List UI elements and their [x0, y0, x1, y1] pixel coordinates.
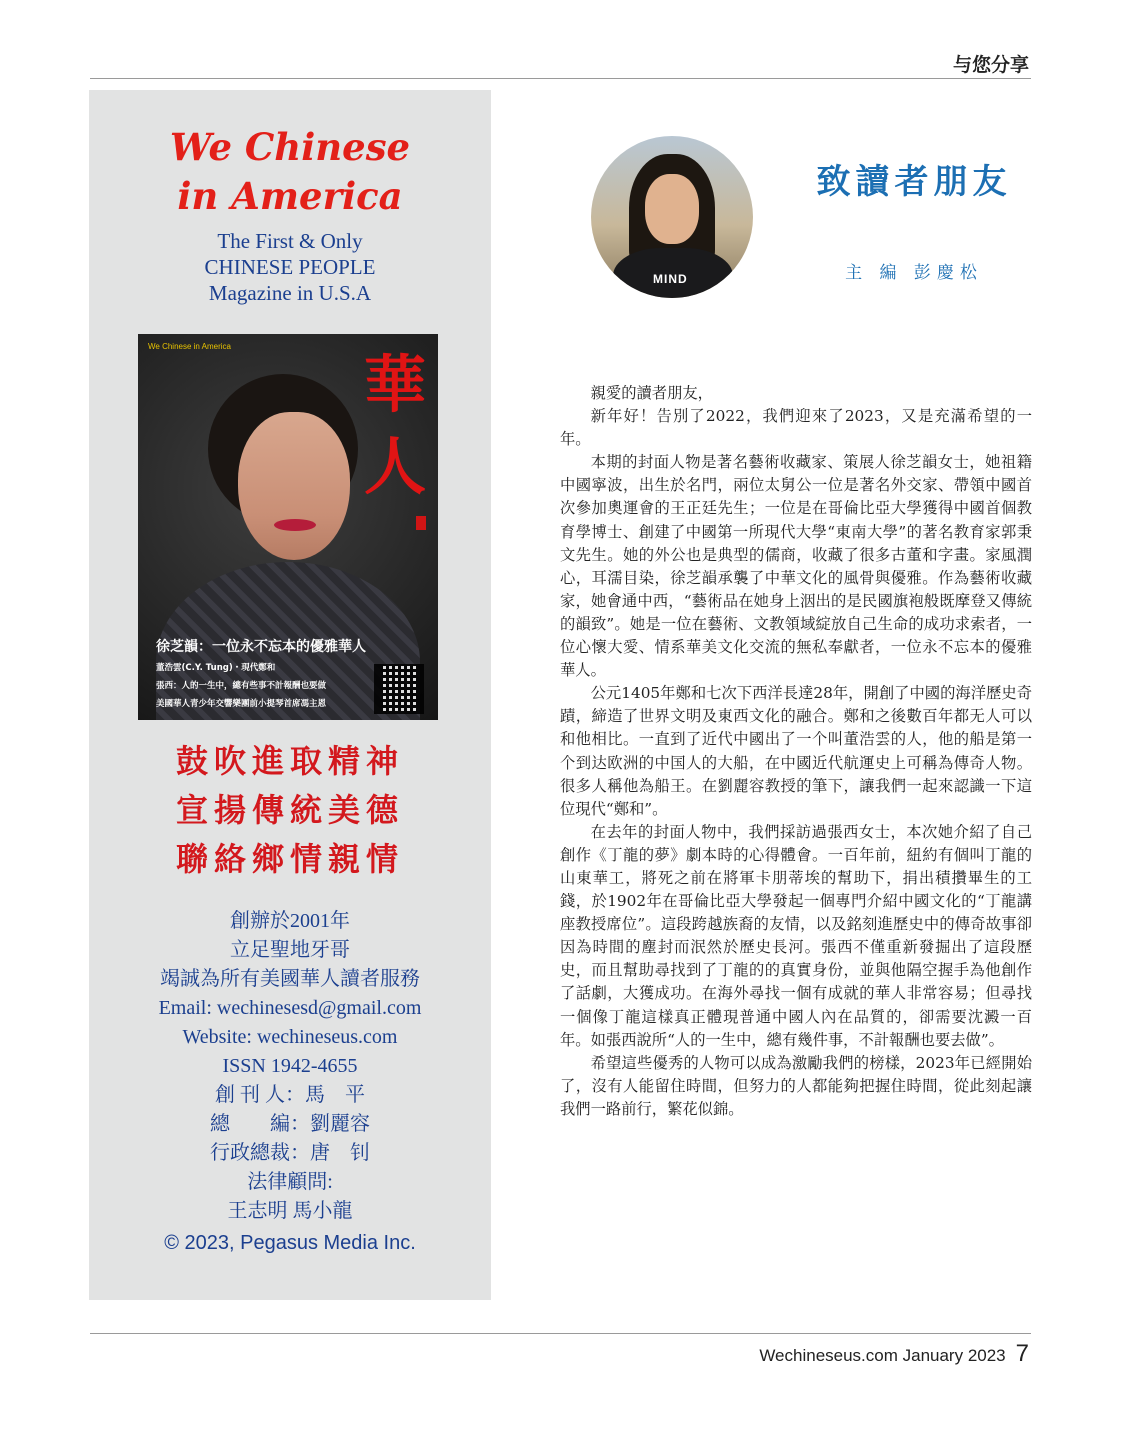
cover-seal-icon — [416, 516, 426, 530]
paragraph-zheng-he: 公元1405年鄭和七次下西洋長達28年，開創了中國的海洋歷史奇蹟，締造了世界文明及東西文化的融合。鄭和之後數百年都无人可以和他相比。一直到了近代中國出了一个叫董浩雲的人，他的船是第一个到达欧洲的中国人的大船，在中國近代航運史上可稱為傳奇人物。很多人稱他為船王。在劉麗容教授的筆下，讓我們一起來認識一下這位現代“鄭和”。 — [560, 684, 1032, 818]
article-byline: 主 編 彭慶松 — [845, 263, 983, 283]
cover-title-char-2: 人 — [363, 430, 426, 503]
paragraph-closing: 希望這些優秀的人物可以成為激勵我們的榜樣，2023年已經開始了，沒有人能留住時間，但努力的人都能夠把握住時間，從此刻起讓我們一路前行，繁花似錦。 — [560, 1053, 1032, 1118]
article-title: 致讀者朋友 — [816, 162, 1012, 202]
portrait-shirt-text: MIND — [653, 272, 688, 286]
tagline-line-2: CHINESE PEOPLE — [204, 255, 376, 279]
slogan-line-3: 聯絡鄉情親情 — [175, 840, 404, 878]
magazine-cover-image — [138, 334, 438, 720]
info-founder: 創 刊 人：馬 平 — [215, 1084, 365, 1106]
page-number: 7 — [1015, 1340, 1029, 1367]
info-email: Email: wechinesesd@gmail.com — [158, 997, 422, 1019]
slogan-line-1: 鼓吹進取精神 — [175, 742, 404, 780]
copyright-notice: © 2023, Pegasus Media Inc. — [164, 1232, 416, 1254]
masthead-line-2: in America — [177, 174, 403, 218]
cover-woman-lips — [274, 519, 316, 531]
publication-info — [89, 907, 491, 1226]
page-footer — [759, 1340, 1029, 1368]
info-issn: ISSN 1942-4655 — [222, 1055, 358, 1077]
info-chief-editor: 總 編：劉麗容 — [210, 1113, 370, 1135]
qr-code-icon — [374, 664, 424, 714]
bottom-divider — [90, 1333, 1031, 1334]
paragraph-new-year: 新年好！告別了2022，我們迎來了2023，又是充滿希望的一年。 — [560, 407, 1032, 449]
cover-headline: 徐芝韻：一位永不忘本的優雅華人 — [156, 639, 366, 655]
info-website: Website: wechineseus.com — [182, 1026, 398, 1048]
info-mission: 竭誠為所有美國華人讀者服務 — [160, 968, 420, 990]
info-ceo: 行政總裁：唐 钊 — [210, 1142, 370, 1164]
section-label: 与您分享 — [952, 54, 1029, 76]
editor-portrait — [591, 136, 753, 298]
portrait-face — [645, 174, 699, 244]
tagline-line-1: The First & Only — [217, 229, 363, 253]
footer-site-date: Wechineseus.com January 2023 — [759, 1346, 1006, 1365]
cover-mini-title: We Chinese in America — [148, 342, 231, 351]
paragraph-cover-person: 本期的封面人物是著名藝術收藏家、策展人徐芝韻女士，她祖籍中國寧波，出生於名門，兩位太舅公一位是著名外交家、帶領中國首次參加奧運會的王正廷先生；一位是在哥倫比亞大學獲得中國首個教育學博士、創建了中國第一所現代大學“東南大學”的著名教育家郭秉文先生。她的外公也是典型的儒商，收藏了很多古董和字畫。家風潤心，耳濡目染，徐芝韻承襲了中華文化的風骨與優雅。作為藝術收藏家，她會通中西，“藝術品在她身上洇出的是民國旗袍般既摩登又傳統的韻致”。她是一位在藝術、文教領域綻放自己生命的成功求索者，一位心懷大愛、情系華美文化交流的無私奉獻者，一位永不忘本的優雅華人。 — [560, 453, 1032, 680]
info-legal-label: 法律顧問: — [247, 1171, 333, 1193]
info-founded: 創辦於2001年 — [230, 910, 350, 932]
paragraph-zhang-xi: 在去年的封面人物中，我們採訪過張西女士，本次她介紹了自己創作《丁龍的夢》劇本時的心得體會。一百年前，紐約有個叫丁龍的山東華工，將死之前在將軍卡朋蒂埃的幫助下，捐出積攢畢生的工錢，於1902年在哥倫比亞大學發起一個專門介紹中國文化的“丁龍講座教授席位”。這段跨越族裔的友情，以及銘刻進歷史中的傳奇故事卻因為時間的塵封而泯然於歷史長河。張西不僅重新發掘出了這段歷史，而且幫助尋找到了丁龍的的真實身份，並與他隔空握手為他創作了話劇，大獲成功。在海外尋找一個有成就的華人非常容易；但尋找一個像丁龍這樣真正體現普通中國人內在品質的，卻需要沈澱一百年。如張西說所“人的一生中，總有幾件事，不計報酬也要去做”。 — [560, 822, 1032, 1049]
tagline-line-3: Magazine in U.S.A — [208, 281, 372, 305]
cover-title-char-1: 華 — [363, 348, 426, 421]
slogan-line-2: 宣揚傳統美德 — [175, 791, 404, 829]
masthead-line-1: We Chinese — [169, 125, 411, 169]
top-divider — [90, 78, 1031, 79]
cover-line-1: 董浩雲(C.Y. Tung)・現代鄭和 — [156, 663, 276, 673]
paragraph-greeting: 親愛的讀者朋友， — [590, 384, 713, 402]
cover-line-3: 美國華人青少年交響樂團前小提琴首席馮主恩 — [156, 699, 327, 709]
info-location: 立足聖地牙哥 — [230, 939, 350, 961]
article-body — [560, 382, 1032, 1121]
magazine-ad-sidebar — [89, 90, 491, 1300]
cover-line-2: 張西：人的一生中，總有些事不計報酬也要做 — [156, 681, 327, 691]
info-legal-names: 王志明 馬小龍 — [227, 1200, 353, 1222]
cover-woman-face — [238, 412, 350, 560]
